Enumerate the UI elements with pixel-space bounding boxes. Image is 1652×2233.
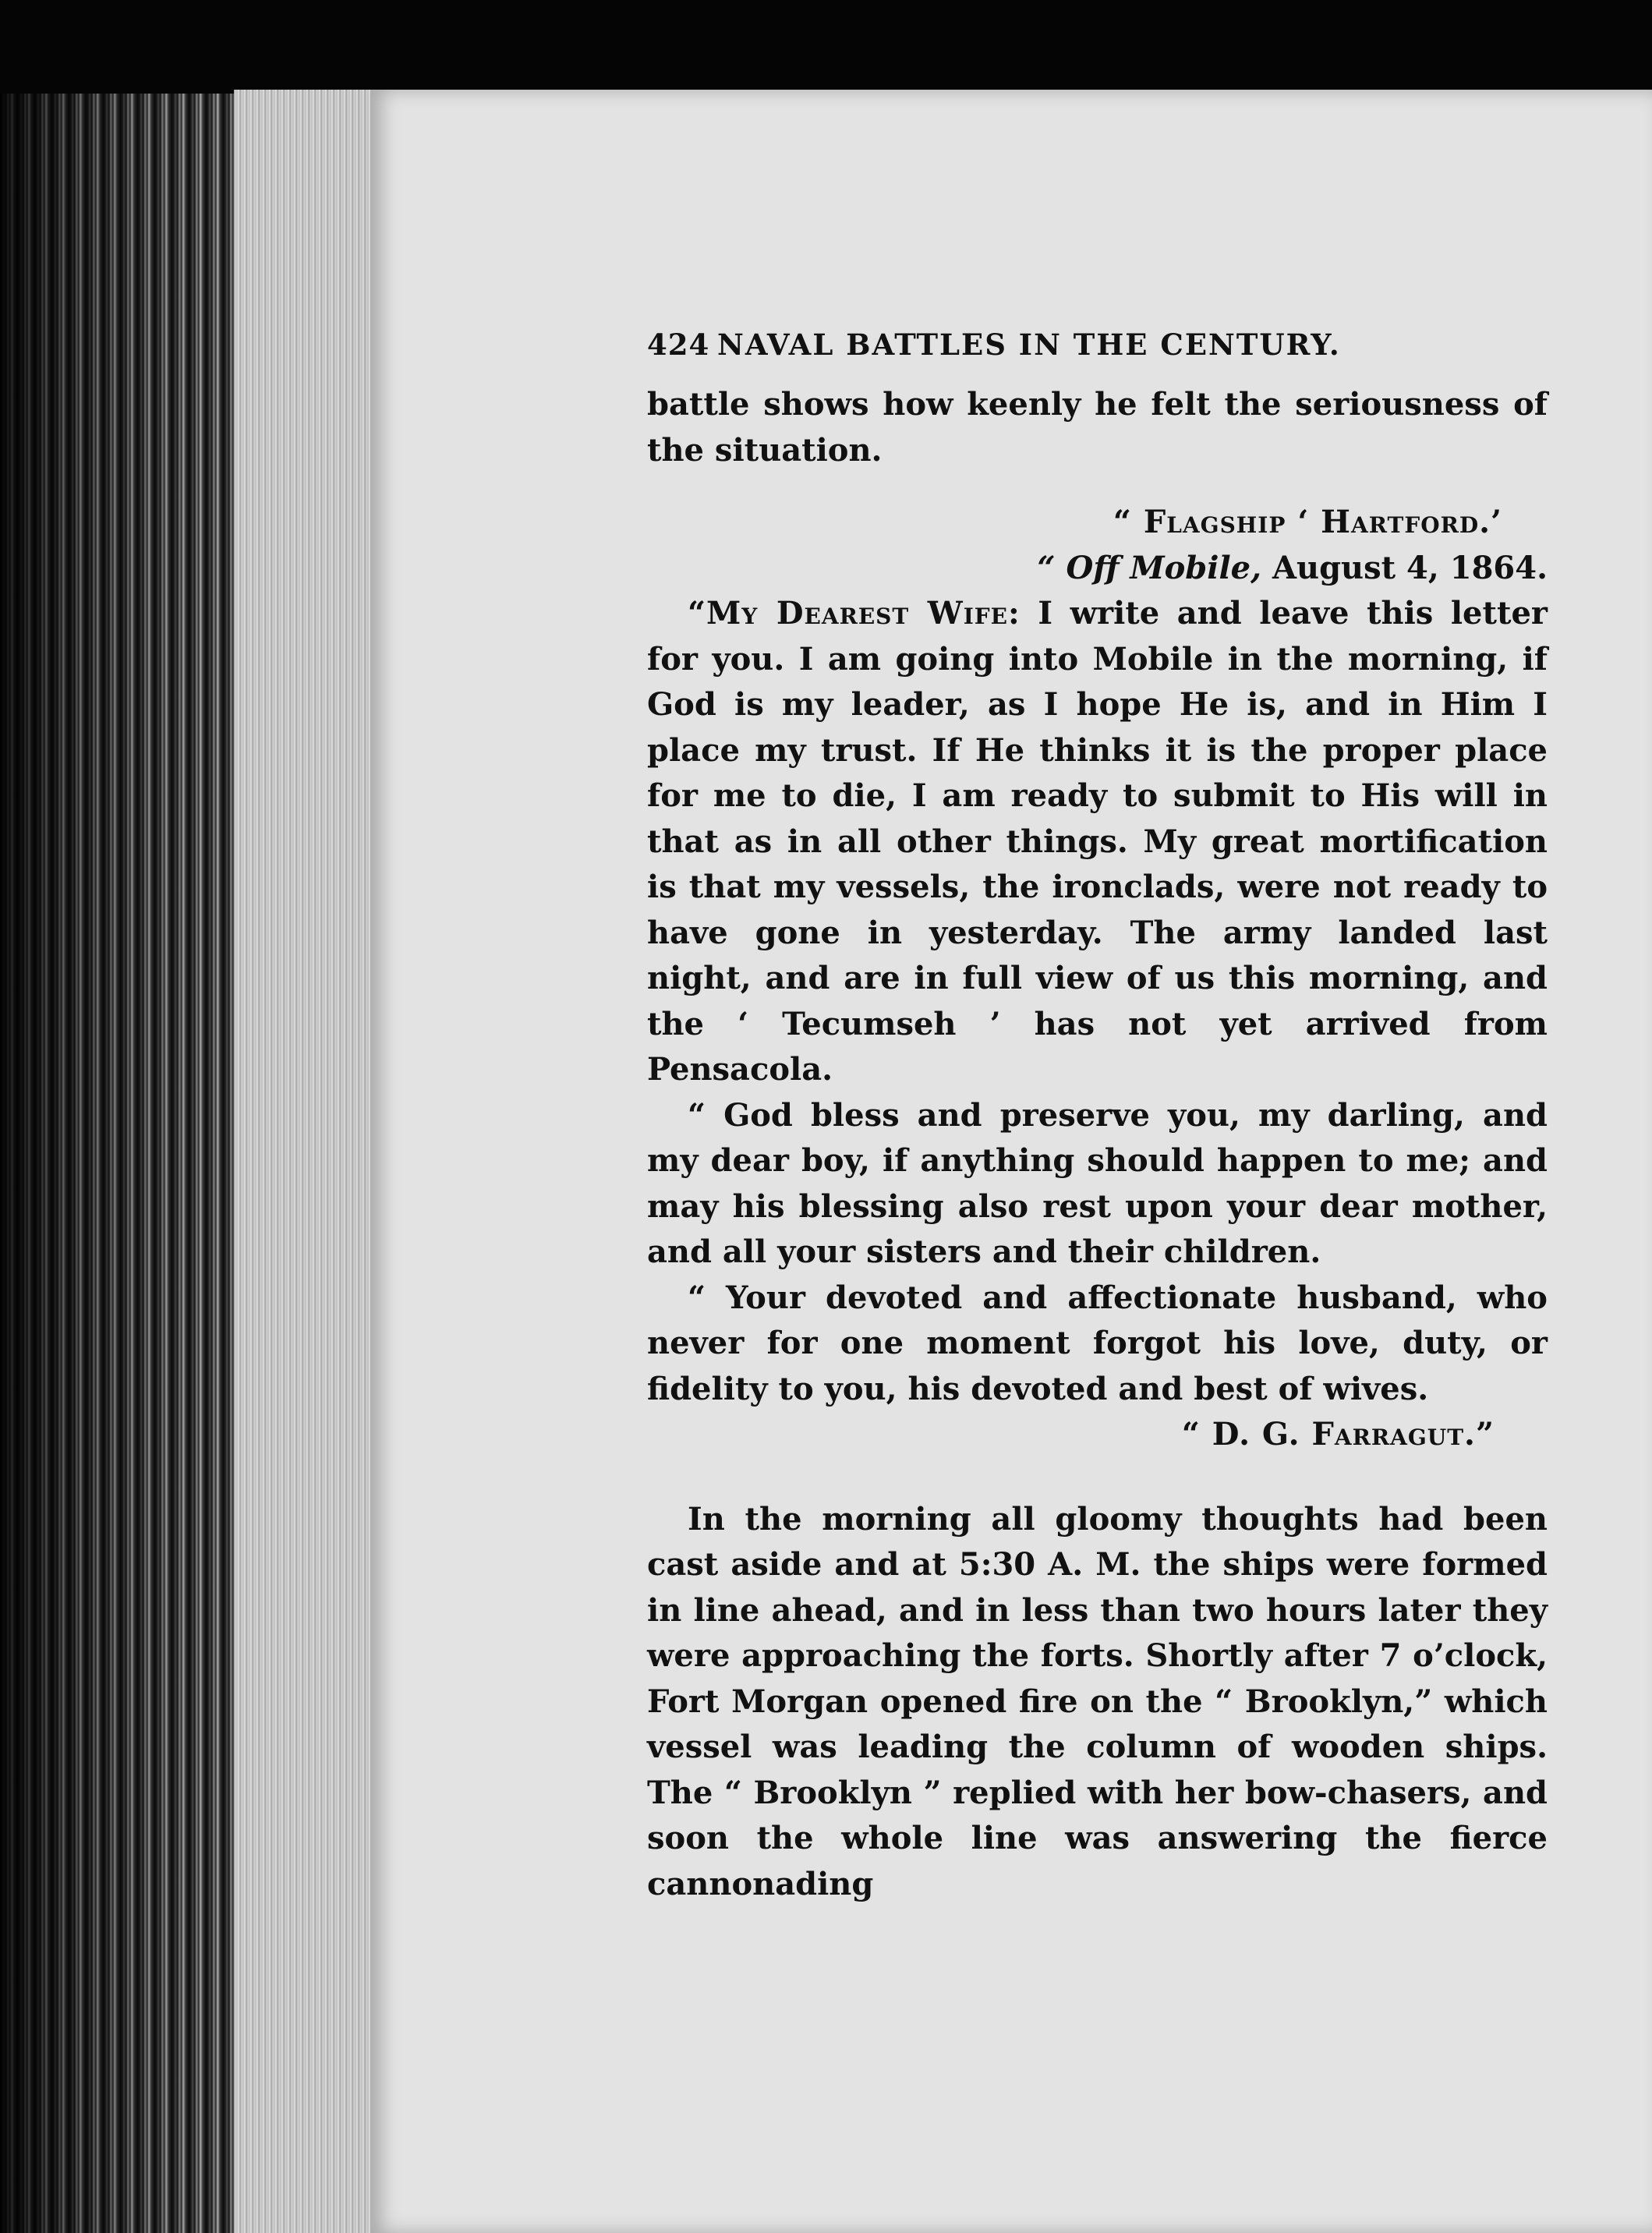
page-number: 424 [647,327,710,362]
letter-paragraph-2: “ God bless and preserve you, my darling, and my dear boy, if anything should happen to me; and may his blessing also rest upon your dear mother, and all your sisters and their children. [647,1096,1548,1270]
letter-heading-place-date [647,546,1548,592]
page-edges [234,90,382,2233]
running-head [647,327,1548,382]
intro-paragraph: battle shows how keenly he felt the seriousness of the situation. [647,386,1548,469]
text-block [647,327,1548,1907]
section-gap [647,1458,1548,1497]
running-title: NAVAL BATTLES IN THE CENTURY. [717,327,1341,362]
letter-heading-place: “ Off Mobile, [1037,549,1262,586]
letter-heading-date: August 4, 1864. [1272,549,1548,586]
letter-heading-ship: “ Flagship ‘ Hartford.’ [1113,504,1502,540]
letter-signature: “ D. G. Farragut.” [1181,1416,1495,1453]
letter-paragraph-1 [647,591,1548,1093]
letter-paragraph-1-text: I write and leave this letter for you. I am going into Mobile in the morning, if God is my leader, as I hope He is, and in Him I place my trust. If He thinks it is the proper place for me to die, I am ready to submit to His will in that as in all other things. My great mortification is that my vessels, the ironclads, were not ready to have gone in yesterday. The army landed last night, and are in full view of us this morning, and the ‘ Tecumseh ’ has not yet arrived from Pensacola. [647,595,1548,1088]
letter-salutation: “My Dearest Wife: [688,595,1021,632]
letter-paragraph-3: “ Your devoted and affectionate husband, who never for one moment forgot his love, duty, or fidelity to you, his devoted and best of wives. [647,1279,1548,1407]
narrative-paragraph: In the morning all gloomy thoughts had been cast aside and at 5:30 A. M. the ships were formed in line ahead, and in less than two hours later they were approaching the forts. Shortly after 7 o’clock, Fort Morgan opened fire on the “ Brooklyn,” which vessel was leading the column of wooden ships. The “ Brooklyn ” replied with her bow-chasers, and soon the whole line was answering the fierce cannonading [647,1500,1548,1902]
spine-shadow [0,94,234,2233]
